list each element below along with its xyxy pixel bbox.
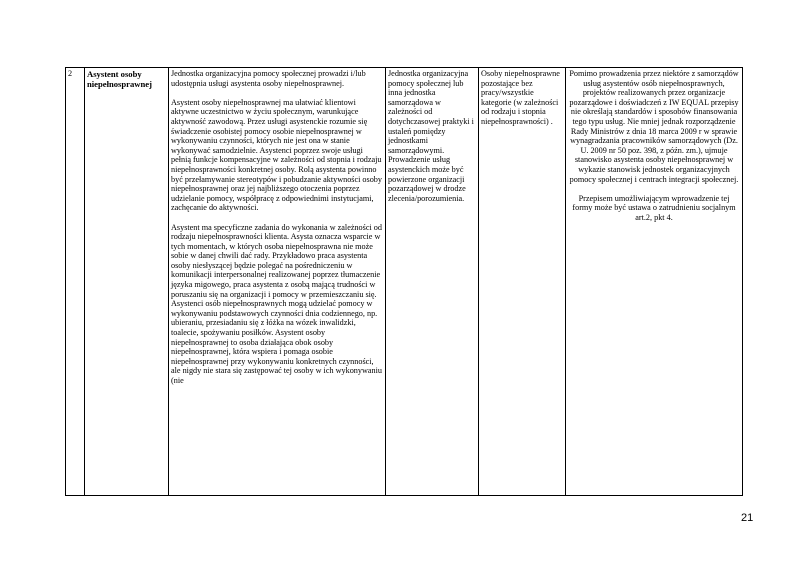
remarks-cell: [566, 68, 743, 496]
description-paragraph: Asystent osoby niepełnosprawnej ma ułatwiać klientowi aktywne uczestnictwo w życiu społecznym, warunkujące aktywność zawodową. Przez usługi asystenckie rozumie się świadczenie osobistej pomocy osobie niepełnosprawnej w wykonywaniu czynności, których nie jest ona w stanie wykonywać samodzielnie. Asystenci poprzez swoje usługi pełnią funkcje kompensacyjne w zależności od stopnia i rodzaju niepełnosprawności konkretnej osoby. Rolą asystenta powinno być przełamywanie stereotypów i pobudzanie aktywności osoby niepełnosprawnej oraz jej najbliższego otoczenia poprzez udzielanie pomocy, współpracę z odpowiednimi instytucjami, zachęcanie do aktywności.: [171, 97, 382, 213]
service-recipients: Osoby niepełnosprawne pozostające bez pracy/wszystkie kategorie (w zależności od rodzaju i stopnia niepełnosprawności) .: [479, 68, 566, 496]
services-table: [65, 67, 743, 496]
page-number: 21: [741, 512, 754, 524]
service-name: Asystent osoby niepełnosprawnej: [85, 68, 169, 496]
description-paragraph: Asystent ma specyficzne zadania do wykonania w zależności od rodzaju niepełnosprawności klienta. Asysta oznacza wsparcie w tych momentach, w których osoba niepełnosprawna nie może sobie w danej chwili dać rady. Przykładowo praca asystenta osoby niesłyszącej będzie polegać na pośredniczeniu w komunikacji interpersonalnej realizowanej poprzez tłumaczenie języka migowego, praca asystenta z osobą mającą trudności w poruszaniu się na organizacji i pomocy w przemieszczaniu się. Asystenci osób niepełnosprawnych mogą udzielać pomocy w wykonywaniu podstawowych czynności dnia codziennego, np. ubieraniu, przesiadaniu się z łóżka na wózek inwalidzki, toalecie, spożywaniu posiłków. Asystent osoby niepełnosprawnej to osoba działająca obok osoby niepełnosprawnej, która wspiera i pomaga osobie niepełnosprawnej przy wykonywaniu konkretnych czynności, ale nigdy nie stara się zastępować tej osoby w ich wykonywaniu (nie: [171, 222, 382, 385]
service-description-cell: [169, 68, 386, 496]
description-paragraph: Jednostka organizacyjna pomocy społecznej prowadzi i/lub udostępnia usługi asystenta osoby niepełnosprawnej.: [171, 69, 366, 88]
remarks-paragraph: Przepisem umożliwiającym wprowadzenie tej formy może być ustawa o zatrudnieniu socjalnym art.2, pkt 4.: [572, 193, 736, 222]
row-number: 2: [66, 68, 85, 496]
table-row: [66, 68, 743, 496]
remarks-paragraph: Pomimo prowadzenia przez niektóre z samorządów usług asystentów osób niepełnosprawnych, projektów realizowanych przez organizacje pozarządowe i doświadczeń z IW EQUAL przepisy nie określają standardów i sposobów finansowania tego typu usług. Nie mniej jednak rozporządzenie Rady Ministrów z dnia 18 marca 2009 r w sprawie wynagradzania pracowników samorządowych (Dz. U. 2009 nr 50 poz. 398, z późn. zm.), ujmuje stanowisko asystenta osoby niepełnosprawnej w wykazie stanowisk jednostek organizacyjnych pomocy społecznej i centrach integracji społecznej.: [569, 69, 739, 184]
service-provider: Jednostka organizacyjna pomocy społecznej lub inna jednostka samorządowa w zależności od dotychczasowej praktyki i ustaleń pomiędzy jednostkami samorządowymi. Prowadzenie usług asystenckich może być powierzone organizacji pozarządowej w drodze zlecenia/porozumienia.: [386, 68, 479, 496]
